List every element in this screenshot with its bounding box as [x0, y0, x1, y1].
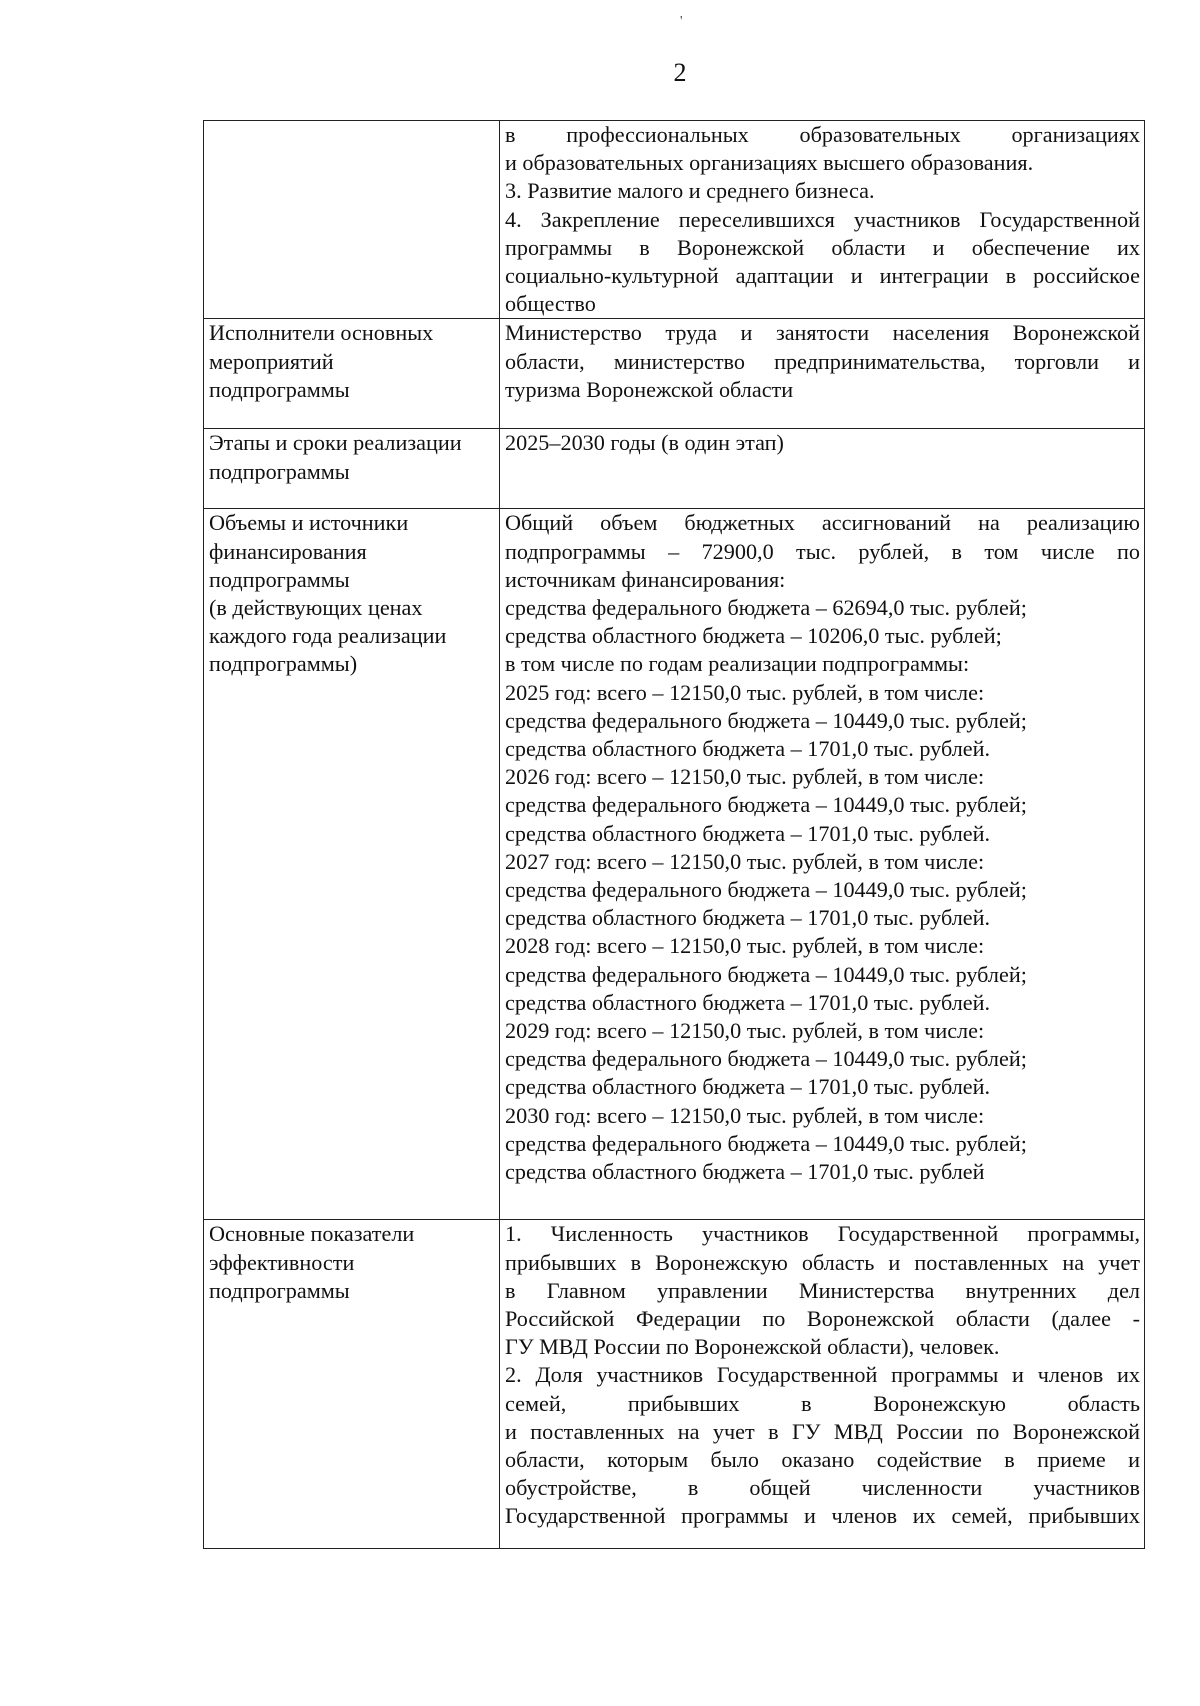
row-content-tasks	[500, 121, 1145, 319]
content-line: туризма Воронежской области	[505, 376, 794, 402]
label-line: Объемы и источники	[209, 510, 409, 536]
content-line: семей, прибывших в Воронежскую область	[505, 1390, 1140, 1416]
content-line: 2025 год: всего – 12150,0 тыс. рублей, в том числе:	[505, 679, 985, 705]
label-line: подпрограммы	[209, 458, 350, 484]
content-line: средства областного бюджета – 10206,0 тыс. рублей;	[505, 623, 1002, 649]
row-content-financing	[500, 509, 1145, 1220]
content-line: обустройстве, в общей численности участников	[505, 1475, 1140, 1501]
row-label-empty	[204, 121, 500, 319]
label-line: каждого года реализации	[209, 623, 447, 649]
table-row-tasks-continued	[204, 121, 1145, 319]
content-line: средства областного бюджета – 1701,0 тыс. рублей.	[505, 1074, 991, 1100]
content-line: 1. Численность участников Государственной программы,	[505, 1221, 1140, 1247]
label-line: Основные показатели	[209, 1221, 415, 1247]
label-line: Этапы и сроки реализации	[209, 430, 462, 456]
content-line: средства федерального бюджета – 10449,0 тыс. рублей;	[505, 1130, 1027, 1156]
row-label-financing	[204, 509, 500, 1220]
table-row-financing	[204, 509, 1145, 1220]
label-line: мероприятий	[209, 348, 334, 374]
content-line: средства федерального бюджета – 10449,0 тыс. рублей;	[505, 1046, 1027, 1072]
label-line: Исполнители основных	[209, 320, 434, 346]
content-line: 2026 год: всего – 12150,0 тыс. рублей, в том числе:	[505, 764, 985, 790]
content-line: средства областного бюджета – 1701,0 тыс. рублей.	[505, 820, 991, 846]
row-content-executors	[500, 319, 1145, 429]
content-line: общество	[505, 291, 596, 317]
row-content-indicators	[500, 1220, 1145, 1549]
content-line: Российской Федерации по Воронежской области (далее -	[505, 1306, 1140, 1332]
content-line: средства федерального бюджета – 10449,0 тыс. рублей;	[505, 707, 1027, 733]
content-line: средства федерального бюджета – 62694,0 тыс. рублей;	[505, 595, 1027, 621]
label-line: эффективности	[209, 1249, 355, 1275]
content-line: средства федерального бюджета – 10449,0 тыс. рублей;	[505, 877, 1027, 903]
content-line: средства федерального бюджета – 10449,0 тыс. рублей;	[505, 792, 1027, 818]
content-line: 2028 год: всего – 12150,0 тыс. рублей, в том числе:	[505, 933, 985, 959]
content-line: 2. Доля участников Государственной программы и членов их	[505, 1362, 1140, 1388]
table-row-indicators	[204, 1220, 1145, 1549]
label-line: подпрограммы	[209, 376, 350, 402]
content-line: подпрограммы – 72900,0 тыс. рублей, в том числе по	[505, 538, 1140, 564]
content-line: средства областного бюджета – 1701,0 тыс. рублей.	[505, 989, 991, 1015]
table-row-stages	[204, 429, 1145, 509]
content-line: в профессиональных образовательных организациях	[505, 122, 1140, 147]
content-line: программы в Воронежской области и обеспечение их	[505, 234, 1140, 260]
content-line: и поставленных на учет в ГУ МВД России по Воронежской	[505, 1418, 1140, 1444]
content-line: 3. Развитие малого и среднего бизнеса.	[505, 178, 875, 204]
page-number: 2	[673, 58, 687, 87]
content-line: 4. Закрепление переселившихся участников Государственной	[505, 206, 1140, 232]
label-line: подпрограммы)	[209, 651, 358, 677]
content-line: средства областного бюджета – 1701,0 тыс. рублей.	[505, 736, 991, 762]
content-line: 2025–2030 годы (в один этап)	[505, 430, 784, 456]
content-line: социально-культурной адаптации и интеграции в российское	[505, 263, 1140, 289]
content-line: средства областного бюджета – 1701,0 тыс. рублей.	[505, 905, 991, 931]
content-line: прибывших в Воронежскую область и поставленных на учет	[505, 1249, 1140, 1275]
content-line: источникам финансирования:	[505, 566, 786, 592]
label-line: подпрограммы	[209, 1277, 350, 1303]
label-line: подпрограммы	[209, 566, 350, 592]
row-label-executors	[204, 319, 500, 429]
content-line: Министерство труда и занятости населения Воронежской	[505, 320, 1140, 346]
content-line: Общий объем бюджетных ассигнований на реализацию	[505, 510, 1140, 536]
row-label-indicators	[204, 1220, 500, 1549]
content-line: средства областного бюджета – 1701,0 тыс. рублей	[505, 1159, 985, 1185]
content-line: средства федерального бюджета – 10449,0 тыс. рублей;	[505, 961, 1027, 987]
content-line: ГУ МВД России по Воронежской области), человек.	[505, 1334, 1000, 1360]
content-line: в Главном управлении Министерства внутренних дел	[505, 1277, 1140, 1303]
label-line: (в действующих ценах	[209, 595, 423, 621]
content-line: области, которым было оказано содействие в приеме и	[505, 1447, 1140, 1473]
content-line: 2029 год: всего – 12150,0 тыс. рублей, в том числе:	[505, 1018, 985, 1044]
row-label-stages	[204, 429, 500, 509]
content-line: области, министерство предпринимательства, торговли и	[505, 348, 1140, 374]
content-line: 2030 год: всего – 12150,0 тыс. рублей, в том числе:	[505, 1102, 985, 1128]
label-line: финансирования	[209, 538, 367, 564]
content-line: Государственной программы и членов их семей, прибывших	[505, 1503, 1140, 1529]
content-line: 2027 год: всего – 12150,0 тыс. рублей, в том числе:	[505, 848, 985, 874]
content-line: и образовательных организациях высшего образования.	[505, 150, 1034, 176]
table-row-executors	[204, 319, 1145, 429]
scan-mark: '	[680, 14, 683, 29]
content-line: в том числе по годам реализации подпрограммы:	[505, 651, 970, 677]
row-content-stages	[500, 429, 1145, 509]
subprogram-passport-table	[203, 120, 1145, 1549]
